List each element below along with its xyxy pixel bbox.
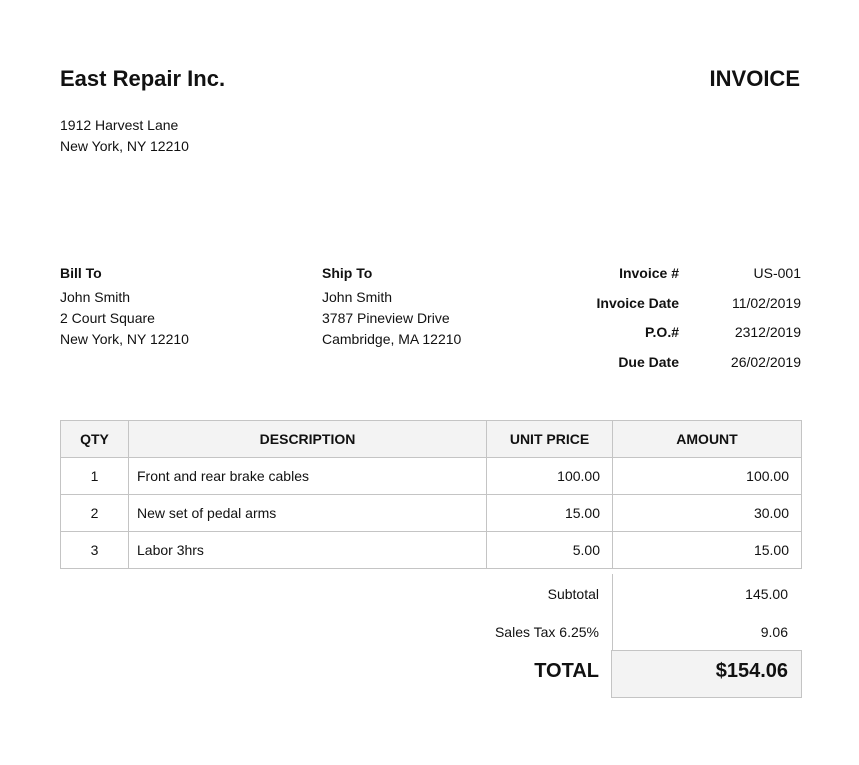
ship-to-address-line-2: Cambridge, MA 12210: [322, 331, 462, 347]
company-address-line-2: New York, NY 12210: [60, 138, 189, 154]
bill-to-heading: Bill To: [60, 265, 102, 281]
bill-to-address-line-2: New York, NY 12210: [60, 331, 189, 347]
table-header-row: [61, 421, 802, 458]
row-unit-price: 15.00: [487, 495, 613, 532]
row-unit-price: 5.00: [487, 532, 613, 569]
subtotal-value: 145.00: [745, 586, 788, 602]
ship-to-name: John Smith: [322, 289, 393, 305]
total-label: TOTAL: [534, 660, 599, 682]
due-date-value: 26/02/2019: [730, 354, 801, 370]
amount-column-header: AMOUNT: [613, 421, 802, 458]
row-qty: 3: [61, 532, 129, 569]
table-row: [61, 495, 802, 532]
table-row: [61, 458, 802, 495]
bill-to-address-line-1: 2 Court Square: [60, 310, 155, 326]
row-qty: 1: [61, 458, 129, 495]
ship-to-address-line-1: 3787 Pineview Drive: [322, 310, 450, 326]
unit-price-column-header: UNIT PRICE: [487, 421, 613, 458]
invoice-number-label: Invoice #: [619, 265, 679, 281]
company-name: East Repair Inc.: [60, 66, 226, 91]
row-amount: 30.00: [613, 495, 802, 532]
ship-to-block: [322, 265, 461, 350]
total-value: $154.06: [715, 660, 788, 682]
qty-column-header: QTY: [61, 421, 129, 458]
row-description: Front and rear brake cables: [129, 458, 487, 495]
row-qty: 2: [61, 495, 129, 532]
totals-divider: [612, 574, 613, 650]
company-address: [60, 115, 189, 157]
table-row: [61, 532, 802, 569]
po-number-label: P.O.#: [645, 324, 679, 340]
row-description: New set of pedal arms: [129, 495, 487, 532]
invoice-number-value: US-001: [753, 265, 801, 281]
invoice-date-label: Invoice Date: [596, 295, 679, 311]
line-items-table: [60, 420, 802, 569]
row-description: Labor 3hrs: [129, 532, 487, 569]
sales-tax-value: 9.06: [760, 624, 788, 640]
po-number-value: 2312/2019: [734, 324, 801, 340]
subtotal-label: Subtotal: [547, 586, 599, 602]
row-amount: 15.00: [613, 532, 802, 569]
due-date-label: Due Date: [618, 354, 679, 370]
description-column-header: DESCRIPTION: [129, 421, 487, 458]
row-unit-price: 100.00: [487, 458, 613, 495]
bill-to-block: [60, 265, 189, 350]
ship-to-heading: Ship To: [322, 265, 373, 281]
row-amount: 100.00: [613, 458, 802, 495]
company-address-line-1: 1912 Harvest Lane: [60, 117, 179, 133]
document-title: INVOICE: [709, 66, 800, 91]
sales-tax-label: Sales Tax 6.25%: [494, 624, 599, 640]
bill-to-name: John Smith: [60, 289, 131, 305]
invoice-date-value: 11/02/2019: [731, 295, 801, 311]
